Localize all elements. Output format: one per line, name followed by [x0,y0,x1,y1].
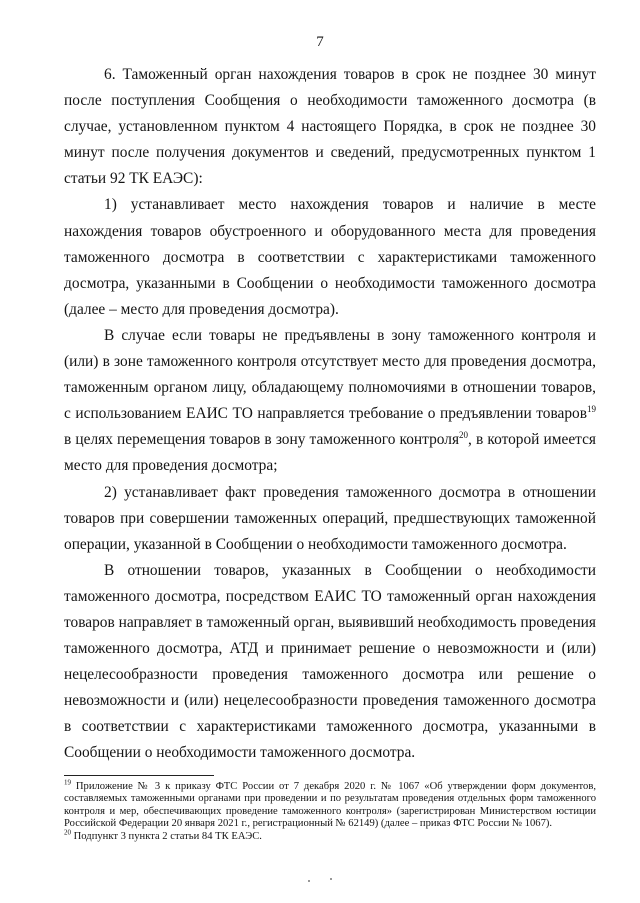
paragraph-6-case-text-b: в целях перемещения товаров в зону таможенного контроля [64,431,460,449]
scan-speck [308,880,310,882]
scan-speck [330,878,332,880]
paragraph-6-text: 6. Таможенный орган нахождения товаров в срок не позднее 30 минут после поступления Сообщения о необходимости таможенного досмотра (в случае, установленном пунктом 4 настоящего Порядка, в срок не позднее 30 минут после получения документов и сведений, предусмотренных пунктом 1 статьи 92 ТК ЕАЭС): [64,66,596,188]
footnote-mark-19: 19 [64,778,71,787]
paragraph-6-subitem-1-text: 1) устанавливает место нахождения товаров и наличие в месте нахождения товаров обустроенного и оборудованного места для проведения таможенного досмотра в соответствии с характеристиками таможенного досмотра, указанными в Сообщении о необходимости таможенного досмотра (далее – место для проведения досмотра). [64,196,596,318]
paragraph-6-case-text-a: В случае если товары не предъявлены в зону таможенного контроля и (или) в зоне таможенного контроля отсутствует место для проведения досмотра, таможенным органом лицу, обладающему полномочиями в отношении товаров, с использованием ЕАИС ТО направляется требование о предъявлении товаров [64,326,596,423]
footnote-separator [64,775,214,776]
paragraph-6-case [64,323,596,480]
footnote-ref-19[interactable]: 19 [587,404,596,415]
footnote-mark-20: 20 [64,828,71,837]
paragraph-6-subitem-1 [64,192,596,322]
footnotes [64,778,596,843]
paragraph-6-subitem-2-text: 2) устанавливает факт проведения таможенного досмотра в отношении товаров при совершении таможенных операций, предшествующих таможенной операции, указанной в Сообщении о необходимости таможенного досмотра. [64,483,596,553]
paragraph-6-case-text-c: , в которой имеется место для проведения досмотра; [64,431,596,475]
footnote-19 [64,778,596,831]
footnote-20-text: Подпункт 3 пункта 2 статьи 84 ТК ЕАЭС. [73,830,262,842]
paragraph-6-subitem-2 [64,480,596,558]
document-body [64,62,596,767]
paragraph-6-goods [64,558,596,767]
page-number: 7 [316,34,324,50]
paragraph-6 [64,62,596,192]
paragraph-6-goods-text: В отношении товаров, указанных в Сообщении о необходимости таможенного досмотра, посредством ЕАИС ТО таможенный орган нахождения товаров направляет в таможенный орган, выявивший необходимость проведения таможенного досмотра, АТД и принимает решение о невозможности и (или) нецелесообразности проведения таможенного досмотра или решение о невозможности и (или) нецелесообразности проведения таможенного досмотра в соответствии с характеристиками таможенного досмотра, указанными в Сообщении о необходимости таможенного досмотра. [64,561,596,762]
footnote-19-text: Приложение № 3 к приказу ФТС России от 7 декабря 2020 г. № 1067 «Об утверждении форм документов, составляемых таможенными органами при проведении и по результатам проведения отдельных форм таможенного контроля и мер, обеспечивающих проведение таможенного контроля» (зарегистрирован Министерством юстиции Российской Федерации 20 января 2021 г., регистрационный № 62149) (далее – приказ ФТС России № 1067). [64,781,596,830]
footnote-20 [64,828,596,843]
footnote-ref-20[interactable]: 20 [459,430,469,441]
